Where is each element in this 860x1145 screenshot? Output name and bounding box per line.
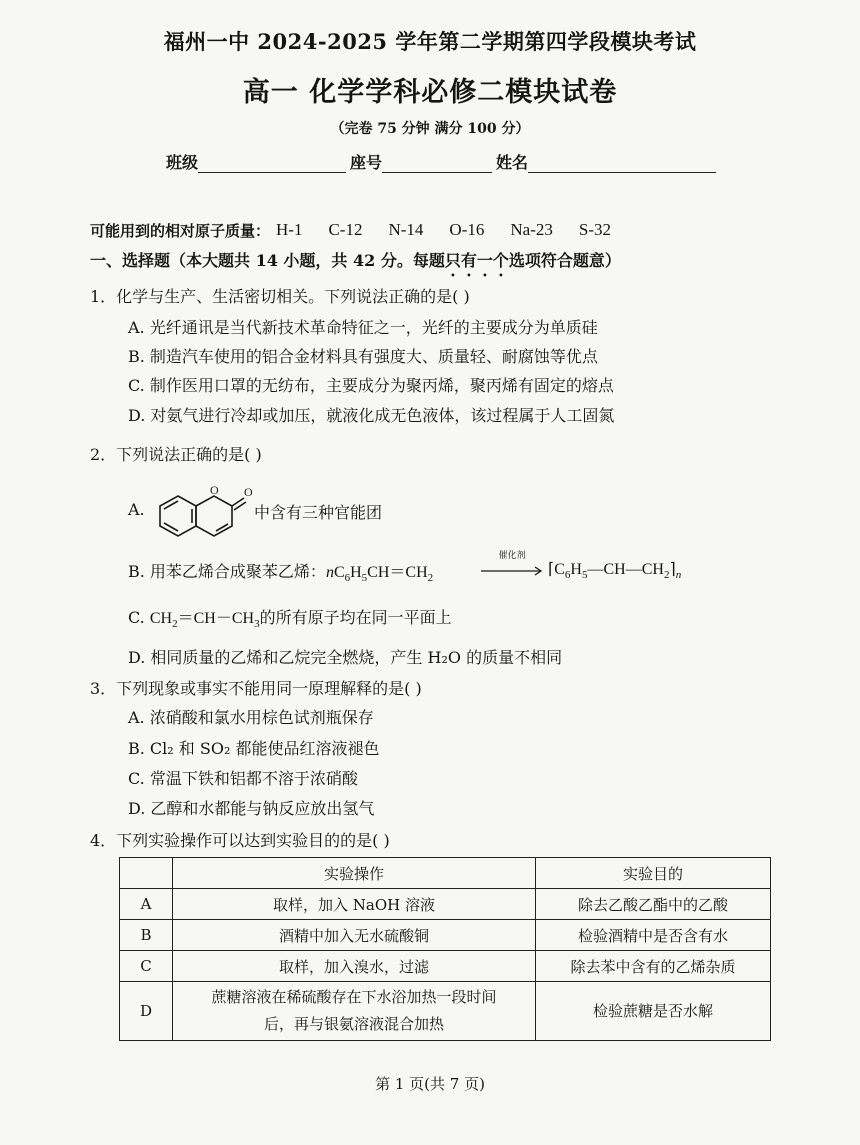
atomic-mass-item: C-12: [328, 220, 363, 239]
table-row: [120, 920, 771, 951]
table-cell-goal: 检验酒精中是否含有水: [536, 920, 771, 951]
table-cell-label: B: [120, 920, 173, 951]
atomic-mass-item: Na-23: [510, 220, 553, 239]
question-2-option-b: [128, 559, 433, 584]
question-1-option-d: D. 对氨气进行冷却或加压，就液化成无色液体，该过程属于人工固氮: [128, 406, 615, 425]
question-1-option-c: C. 制作医用口罩的无纺布，主要成分为聚丙烯，聚丙烯有固定的熔点: [128, 376, 614, 395]
section-heading-part: 选项符合题意）: [508, 251, 621, 270]
exam-info: （完卷 75 分钟 满分 100 分）: [330, 121, 530, 137]
svg-text:O: O: [244, 485, 253, 499]
seat-field[interactable]: [382, 154, 492, 173]
table-cell-goal: 除去苯中含有的乙烯杂质: [536, 951, 771, 982]
question-2-option-c-letter: C.: [128, 608, 145, 627]
question-1-option-b: B. 制造汽车使用的铝合金材料具有强度大、质量轻、耐腐蚀等优点: [128, 347, 598, 366]
table-cell-operation: 取样，加入溴水，过滤: [173, 951, 536, 982]
table-row: [120, 889, 771, 920]
question-3-stem: 3．下列现象或事实不能用同一原理解释的是( ): [90, 679, 422, 698]
name-field[interactable]: [528, 154, 716, 173]
question-3-option-b: B. Cl₂ 和 SO₂ 都能使品红溶液褪色: [128, 739, 380, 758]
table-cell-label: A: [120, 889, 173, 920]
question-2-option-a-text: 中含有三种官能团: [254, 503, 383, 522]
school-line: 福州一中 2024-2025 学年第二学期第四学段模块考试: [163, 29, 697, 54]
seat-label: 座号: [350, 153, 383, 172]
coumarin-structure-icon: [150, 478, 260, 542]
question-3-option-d: D. 乙醇和水都能与钠反应放出氢气: [128, 799, 375, 818]
table-cell-operation-line: 后，再与银氨溶液混合加热: [263, 1015, 444, 1033]
question-4-stem: 4．下列实验操作可以达到实验目的的是( ): [90, 831, 390, 850]
section-heading-emphasis: 只有一个: [444, 251, 509, 270]
section-heading-part: 一、选择题（本大题共 14 小题，共 42 分。每题: [90, 251, 445, 270]
table-header-cell: 实验操作: [173, 858, 536, 889]
question-2-option-c-text: 的所有原子均在同一平面上: [259, 608, 452, 627]
catalyst-label: 催化剂: [498, 551, 526, 561]
atomic-mass-item: H-1: [276, 220, 303, 239]
exam-title: 高一 化学学科必修二模块试卷: [242, 77, 618, 108]
question-2-option-b-prefix: B. 用苯乙烯合成聚苯乙烯：: [128, 562, 326, 581]
question-3-option-a: A. 浓硝酸和氯水用棕色试剂瓶保存: [128, 708, 374, 727]
table-row: [120, 951, 771, 982]
name-label: 姓名: [496, 153, 529, 172]
table-cell-operation: 酒精中加入无水硫酸铜: [173, 920, 536, 951]
propene-formula: $CH_2=CH-CH_3$: [149, 610, 260, 631]
atomic-mass-item: N-14: [388, 220, 424, 239]
class-label: 班级: [166, 153, 199, 172]
student-info-row: [166, 150, 720, 173]
arrow-icon: [480, 566, 544, 576]
polystyrene-formula: $⌈C_6H_5—CH—CH_2⌉_n$: [548, 561, 682, 582]
table-cell-operation-line: 蔗糖溶液在稀硫酸存在下水浴加热一段时间: [211, 988, 497, 1006]
table-header-row: [120, 858, 771, 889]
page-footer: 第 1 页(共 7 页): [375, 1075, 485, 1093]
atomic-masses-label: 可能用到的相对原子质量：: [90, 222, 271, 240]
table-cell-label: C: [120, 951, 173, 982]
table-cell-operation: 取样，加入 NaOH 溶液: [173, 889, 536, 920]
question-2-option-d: D. 相同质量的乙烯和乙烷完全燃烧，产生 H₂O 的质量不相同: [128, 648, 563, 667]
table-cell-goal: 除去乙酸乙酯中的乙酸: [536, 889, 771, 920]
table-header-cell: [120, 858, 173, 889]
question-2-option-a-letter: A.: [128, 500, 145, 519]
table-row: [120, 982, 771, 1041]
table-cell-label: D: [120, 982, 173, 1041]
table-header-cell: 实验目的: [536, 858, 771, 889]
reaction-arrow: [480, 551, 544, 580]
table-cell-goal: 检验蔗糖是否水解: [536, 982, 771, 1041]
table-cell-operation: [173, 982, 536, 1041]
atomic-mass-item: O-16: [449, 220, 485, 239]
svg-text:O: O: [210, 483, 219, 497]
question-2-stem: 2．下列说法正确的是( ): [90, 445, 262, 464]
class-field[interactable]: [198, 154, 346, 173]
atomic-masses: [90, 220, 637, 241]
question-1-stem: 1．化学与生产、生活密切相关。下列说法正确的是( ): [90, 287, 470, 306]
styrene-formula: $nC_6H_5CH=CH_2$: [325, 564, 434, 585]
question-2-option-c: [128, 605, 452, 630]
question-3-option-c: C. 常温下铁和铝都不溶于浓硝酸: [128, 769, 358, 788]
experiment-table: [119, 857, 771, 1041]
question-1-option-a: A. 光纤通讯是当代新技术革命特征之一，光纤的主要成分为单质硅: [128, 318, 598, 337]
atomic-mass-item: S-32: [578, 220, 611, 239]
section-heading: [90, 248, 621, 280]
